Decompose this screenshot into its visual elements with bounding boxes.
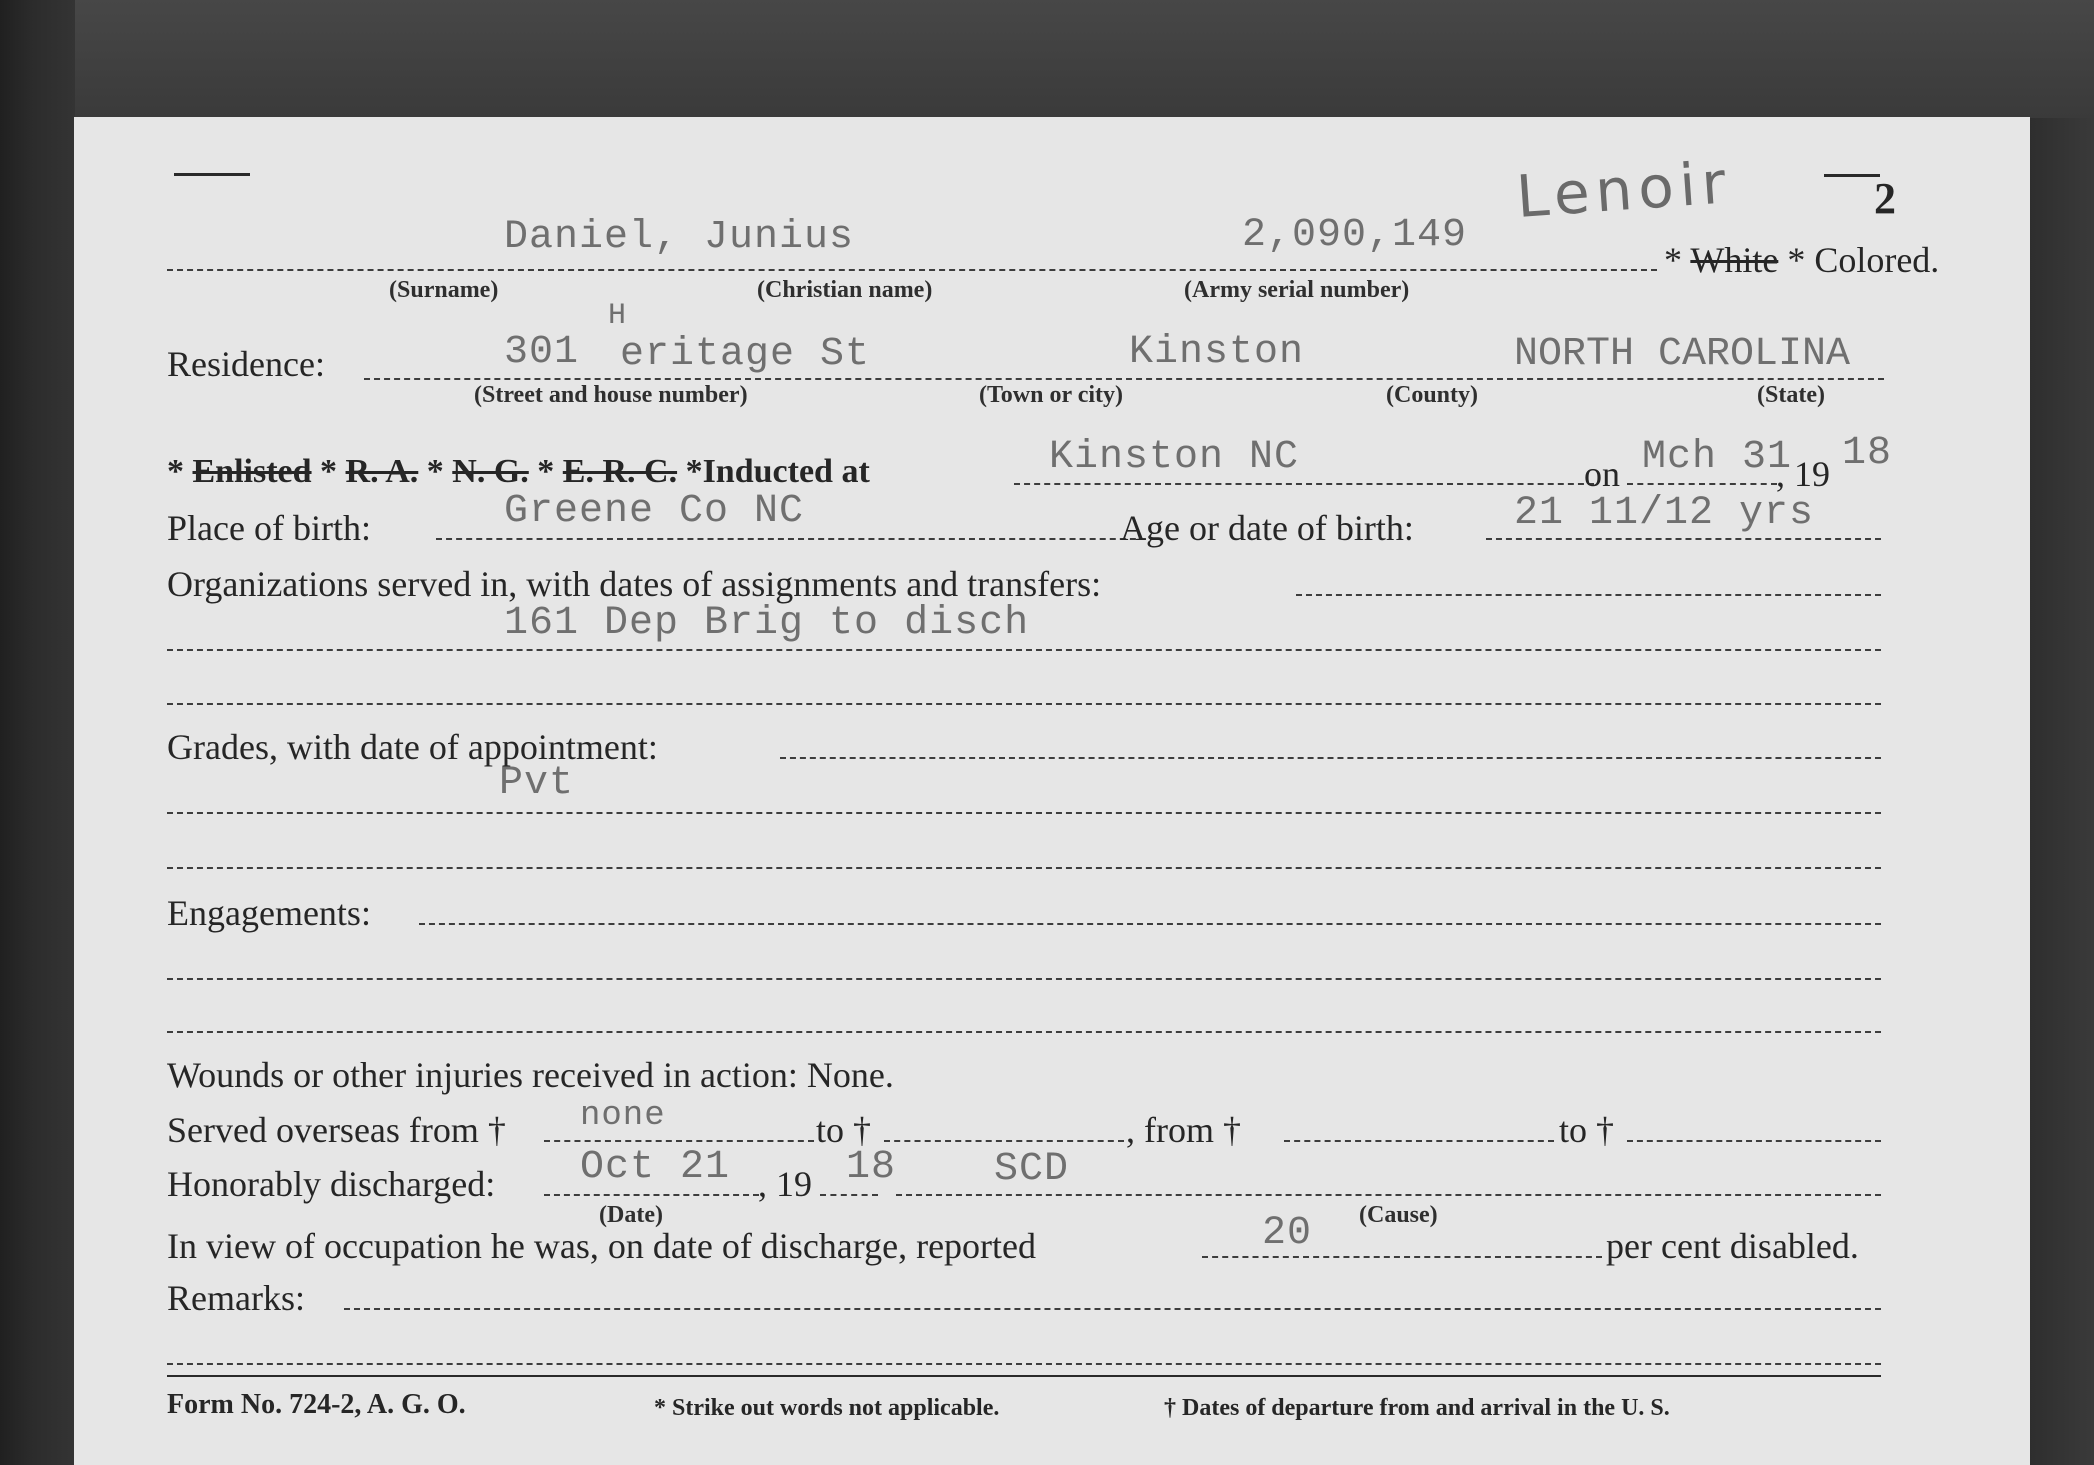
overseas-to-line-2	[1627, 1140, 1881, 1142]
organizations-line-2	[167, 649, 1881, 651]
grades-label: Grades, with date of appointment:	[167, 727, 658, 767]
county-caption: (County)	[1386, 382, 1479, 408]
race-white-struck: White	[1690, 240, 1779, 280]
age-label: Age or date of birth:	[1120, 508, 1414, 548]
town-value: Kinston	[1129, 330, 1305, 375]
state-value: NORTH CAROLINA	[1514, 332, 1851, 377]
engagements-line-3	[167, 1031, 1881, 1033]
residence-line	[364, 378, 1884, 380]
corner-rule-right	[1824, 174, 1880, 177]
date-caption: (Date)	[599, 1202, 663, 1228]
engagements-line-2	[167, 978, 1881, 980]
wounds-label: Wounds or other injuries received in action: None.	[167, 1055, 894, 1095]
erc-struck: E. R. C.	[562, 453, 678, 490]
engagements-line-1	[419, 923, 1881, 925]
enlist-sep-3: *	[528, 453, 563, 490]
cause-caption: (Cause)	[1359, 1202, 1438, 1228]
overseas-from-line-1	[544, 1140, 814, 1142]
inducted-place-line	[1014, 483, 1594, 485]
overseas-value: none	[580, 1097, 666, 1135]
age-line	[1486, 538, 1881, 540]
service-record-card	[74, 117, 2030, 1465]
engagements-label: Engagements:	[167, 893, 371, 933]
organizations-label: Organizations served in, with dates of assignments and transfers:	[167, 564, 1102, 604]
honorably-discharged-label: Honorably discharged:	[167, 1164, 496, 1204]
race-prefix: *	[1664, 240, 1691, 280]
overseas-to-line-1	[884, 1140, 1124, 1142]
name-line	[167, 269, 1657, 271]
race-field	[1664, 239, 1939, 281]
town-caption: (Town or city)	[979, 382, 1123, 408]
overseas-from-line-2	[1284, 1140, 1554, 1142]
house-number-value: 301	[504, 330, 580, 375]
inducted-at-label: *Inducted at	[677, 453, 870, 490]
from-label: , from †	[1126, 1110, 1241, 1150]
christian-name-caption: (Christian name)	[757, 277, 933, 303]
remarks-line-1	[344, 1308, 1881, 1310]
occupation-disability-label: In view of occupation he was, on date of discharge, reported	[167, 1226, 1037, 1266]
scanner-background-top	[0, 0, 2094, 120]
enlist-sep-2: *	[418, 453, 453, 490]
percent-disabled-value: 20	[1262, 1211, 1313, 1256]
organization-value: 161 Dep Brig to disch	[504, 601, 1030, 646]
serial-number-caption: (Army serial number)	[1184, 277, 1410, 303]
inducted-date-line	[1627, 483, 1777, 485]
surname-caption: (Surname)	[389, 277, 499, 303]
card-number: 2	[1874, 174, 1896, 223]
ra-struck: R. A.	[345, 453, 419, 490]
serial-number-value: 2,090,149	[1242, 213, 1468, 258]
place-of-birth-line	[436, 538, 1156, 540]
discharge-cause-value: SCD	[994, 1147, 1070, 1192]
grades-line-2	[167, 812, 1881, 814]
residence-label: Residence:	[167, 344, 325, 384]
dates-note: † Dates of departure from and arrival in the U. S.	[1164, 1395, 1670, 1421]
form-number: Form No. 724-2, A. G. O.	[167, 1389, 466, 1420]
place-of-birth-label: Place of birth:	[167, 508, 371, 548]
enlistment-options	[167, 453, 870, 491]
on-label: on	[1584, 454, 1620, 494]
grades-line-1	[780, 757, 1881, 759]
state-caption: (State)	[1757, 382, 1825, 408]
discharge-cause-line	[896, 1194, 1881, 1196]
corner-rule-left	[174, 173, 250, 176]
street-value: eritage St	[620, 332, 871, 377]
street-caption: (Street and house number)	[474, 382, 748, 408]
ng-struck: N. G.	[452, 453, 529, 490]
grades-line-3	[167, 867, 1881, 869]
discharge-year-prefix: , 19	[758, 1164, 812, 1204]
race-colored: * Colored.	[1778, 240, 1940, 280]
served-overseas-label: Served overseas from †	[167, 1110, 506, 1150]
street-insert-value: H	[608, 299, 628, 333]
discharge-year-value: 18	[846, 1145, 897, 1190]
grade-value: Pvt	[499, 761, 575, 806]
to-label-1: to †	[816, 1110, 872, 1150]
inducted-date-value: Mch 31	[1642, 435, 1793, 480]
discharge-date-value: Oct 21	[580, 1145, 731, 1190]
to-label-2: to †	[1559, 1110, 1615, 1150]
place-of-birth-value: Greene Co NC	[504, 489, 805, 534]
inducted-year-prefix: , 19	[1776, 454, 1830, 494]
organizations-line-1	[1296, 594, 1881, 596]
enlist-prefix: *	[167, 453, 193, 490]
discharge-year-line	[820, 1194, 878, 1196]
percent-disabled-line	[1202, 1256, 1602, 1258]
organizations-line-3	[167, 703, 1881, 705]
county-handwritten-annotation: Lenoir	[1514, 148, 1734, 231]
enlisted-struck: Enlisted	[192, 453, 312, 490]
age-value: 21 11/12 yrs	[1514, 491, 1815, 536]
remarks-label: Remarks:	[167, 1278, 305, 1318]
name-value: Daniel, Junius	[504, 215, 855, 260]
per-cent-disabled-label: per cent disabled.	[1606, 1226, 1859, 1266]
inducted-year-value: 18	[1842, 431, 1893, 476]
scanner-background-left	[0, 0, 75, 1465]
enlist-sep-1: *	[311, 453, 346, 490]
strike-out-note: * Strike out words not applicable.	[654, 1395, 1000, 1421]
scanner-background-right	[2028, 118, 2094, 1465]
footer-rule	[167, 1375, 1881, 1377]
inducted-place-value: Kinston NC	[1049, 435, 1300, 480]
discharge-date-line	[544, 1194, 759, 1196]
remarks-line-2	[167, 1363, 1881, 1365]
